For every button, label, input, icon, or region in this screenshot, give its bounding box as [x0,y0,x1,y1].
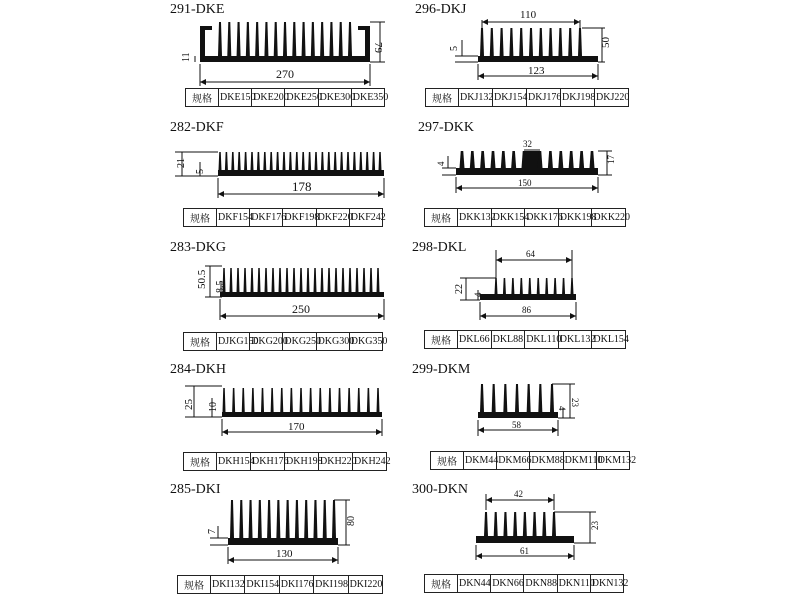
dim-base: 8.5 [215,280,226,293]
heatsink-fin [264,22,268,56]
heatsink-fin [309,388,312,412]
heatsink-fin [538,384,542,412]
spec-cell: DKM66 [497,452,530,470]
spec-label: 规格 [178,576,211,594]
heatsink-fin [348,388,351,412]
heatsink-fin [357,388,360,412]
spec-cell: DKK154 [491,209,525,227]
panel-dkf [0,118,400,233]
heatsink-fin [527,384,531,412]
spec-cell: DKI220 [348,576,382,594]
heatsink-fin [367,388,370,412]
heatsink-fin [480,384,484,412]
spec-table [430,451,637,470]
heatsink-fin [503,512,507,536]
heatsink-fin [528,278,531,294]
heatsink-fin [511,278,514,294]
heatsink-fin [263,152,266,170]
heatsink-fin [552,512,556,536]
heatsink-fin [313,500,317,538]
heatsink-fin [327,152,330,170]
heatsink-fin [332,500,336,538]
dim-base: 4 [473,292,483,297]
heatsink-fin [238,152,241,170]
spec-table [425,88,629,107]
spec-cell: DKE300 [318,89,351,107]
dim-height: 50.5 [196,269,208,289]
heatsink-fin [274,22,278,56]
heatsink-fin [338,388,341,412]
dim-width: 150 [518,178,532,188]
heatsink-fin [520,278,523,294]
spec-label: 规格 [425,575,458,593]
heatsink-fin [286,268,289,292]
heatsink-fin [348,22,352,56]
heatsink-fin [246,22,250,56]
dim-top: 64 [526,249,535,259]
dim-width: 270 [276,67,294,81]
spec-table [177,575,383,594]
dim-base: 7 [207,529,218,534]
spec-cell: DKN132 [590,575,623,593]
heatsink-fin [347,152,350,170]
spec-cell: DJKG150 [217,333,250,351]
heatsink-fin [366,152,369,170]
heatsink-fin [242,388,245,412]
heatsink-fin [578,28,582,56]
spec-cell: DKN66 [491,575,524,593]
heatsink-fin [533,512,537,536]
spec-table [424,330,629,349]
spec-cell: DKJ176 [527,89,561,107]
heatsink-fin [470,151,475,168]
spec-table [183,332,388,351]
spec-table [424,574,629,593]
heatsink-fin [300,388,303,412]
panel-dkj [400,0,800,110]
dim-base: 4 [557,406,567,411]
dim-width: 178 [292,179,312,194]
heatsink-fin [311,22,315,56]
heatsink-fin [356,268,359,292]
heatsink-fin [257,152,260,170]
heatsink-fin [342,268,345,292]
heatsink-fin [244,268,247,292]
heatsink-fin [279,268,282,292]
dim-width: 86 [522,305,531,315]
spec-cell: DKF154 [217,209,250,227]
spec-cell: DKL66 [458,331,492,349]
dim-height: 23 [570,398,580,407]
spec-cell: DKI132 [211,576,245,594]
heatsink-fin [334,152,337,170]
heatsink-fin [225,152,228,170]
dim-height: 50 [600,37,612,48]
spec-cell: DKJ132 [459,89,493,107]
heatsink-fin [549,28,553,56]
heatsink-fin [329,22,333,56]
dim-top: 42 [514,489,523,499]
heatsink-fin [295,152,298,170]
spec-cell: DKG200 [250,333,283,351]
heatsink-fin [308,152,311,170]
heatsink-fin [515,384,519,412]
panel-title: 299-DKM [412,362,471,377]
spec-cell: DKN88 [524,575,557,593]
heatsink-fin [377,388,380,412]
heatsink-fin [480,151,485,168]
heatsink-fin [270,152,273,170]
heatsink-fin [590,151,595,168]
heatsink-fin [558,151,563,168]
spec-cell: DKK220 [592,209,626,227]
heatsink-fin [265,268,268,292]
heatsink-fin [255,22,259,56]
spec-cell: DKE150 [219,89,252,107]
heatsink-fin [315,152,318,170]
dim-base: 5 [449,46,460,51]
dim-base: 5 [195,169,206,174]
panel-title: 298-DKL [412,240,467,255]
heatsink-fin [340,152,343,170]
heatsink-fin [537,278,540,294]
heatsink-fin [314,268,317,292]
heatsink-fin [490,28,494,56]
heatsink-fin [339,22,343,56]
heatsink-fin [370,268,373,292]
spec-cell: DKK198 [558,209,592,227]
spec-cell: DKI198 [314,576,348,594]
panel-dkh [0,360,400,475]
heatsink-fin [328,388,331,412]
heatsink-fin [523,512,527,536]
spec-label: 规格 [425,209,458,227]
heatsink-fin [219,152,222,170]
spec-cell: DKJ154 [493,89,527,107]
dim-height: 79 [372,42,384,53]
spec-cell: DKF242 [349,209,382,227]
dim-height: 23 [590,521,600,530]
spec-cell: DKM88 [530,452,563,470]
heatsink-fin [349,268,352,292]
heatsink-fin [320,22,324,56]
dim-height: 25 [183,399,195,410]
heatsink-fin [335,268,338,292]
spec-cell: DKH220 [319,453,353,471]
heatsink-fin [218,22,222,56]
heatsink-fin [272,268,275,292]
spec-cell: DKL154 [592,331,626,349]
dim-gap: 32 [523,139,532,149]
heatsink-fin [251,152,254,170]
spec-cell: DKK132 [458,209,492,227]
spec-cell: DKN44 [458,575,491,593]
heatsink-fin [460,151,465,168]
heatsink-fin [562,278,565,294]
heatsink-fin [495,278,498,294]
heatsink-fin [290,388,293,412]
spec-cell: DKM132 [596,452,629,470]
spec-cell: DKG300 [316,333,349,351]
heatsink-fin [237,268,240,292]
heatsink-fin [227,22,231,56]
heatsink-fin [513,512,517,536]
heatsink-fin [286,500,290,538]
heatsink-fin [539,28,543,56]
dim-top: 110 [520,9,537,21]
heatsink-fin [372,152,375,170]
heatsink-fin [293,268,296,292]
panel-dke [0,0,400,110]
heatsink-fin [571,278,574,294]
heatsink-fin [484,512,488,536]
heatsink-fin [569,151,574,168]
dim-height: 22 [454,284,465,294]
heatsink-fin [251,268,254,292]
spec-table [424,208,631,227]
panel-title: 296-DKJ [415,2,467,17]
heatsink-fin [509,28,513,56]
heatsink-fin [363,268,366,292]
heatsink-fin [276,152,279,170]
heatsink-fin [568,28,572,56]
dim-height: 17 [606,155,616,164]
panel-dki [0,480,400,600]
panel-dkl [400,238,800,360]
spec-cell: DKJ220 [595,89,629,107]
heatsink-fin [258,500,262,538]
dim-height: 80 [346,516,357,526]
spec-cell: DKI176 [279,576,313,594]
heatsink-fin [295,500,299,538]
dim-width: 58 [512,420,521,430]
panel-title: 284-DKH [170,362,226,377]
heatsink-fin [307,268,310,292]
heatsink-fin [223,388,226,412]
heatsink-fin [230,500,234,538]
spec-cell: DKJ198 [561,89,595,107]
panel-title: 282-DKF [170,120,224,135]
heatsink-fin [319,388,322,412]
spec-cell: DKE350 [351,89,384,107]
dim-width: 170 [288,421,305,433]
heatsink-fin [300,268,303,292]
panel-title: 291-DKE [170,2,225,17]
spec-cell: DKM110 [563,452,596,470]
heatsink-fin [304,500,308,538]
heatsink-fin [267,500,271,538]
dim-height: 21 [176,158,187,168]
heatsink-fin [244,152,247,170]
panel-title: 300-DKN [412,482,468,497]
spec-cell: DKH176 [251,453,285,471]
heatsink-fin [492,384,496,412]
spec-label: 规格 [425,331,458,349]
heatsink-fin [503,278,506,294]
spec-cell: DKK176 [525,209,559,227]
spec-cell: DKM44 [464,452,497,470]
heatsink-fin [230,268,233,292]
panel-title: 297-DKK [418,120,474,135]
spec-table [185,88,389,107]
heatsink-fin [491,151,496,168]
heatsink-fin [519,28,523,56]
heatsink-fin [258,268,261,292]
spec-cell: DKF198 [283,209,316,227]
heatsink-fin [548,151,553,168]
heatsink-fin [377,268,380,292]
heatsink-fin [261,388,264,412]
heatsink-fin [558,28,562,56]
spec-cell: DKL110 [525,331,559,349]
heatsink-fin [237,22,241,56]
heatsink-fin [251,388,254,412]
heatsink-fin [321,268,324,292]
spec-cell: DKH154 [217,453,251,471]
heatsink-fin [280,388,283,412]
heatsink-fin [239,500,243,538]
dim-width: 61 [520,546,529,556]
heatsink-fin [550,384,554,412]
spec-cell: DKN110 [557,575,590,593]
spec-label: 规格 [431,452,464,470]
heatsink-fin [302,152,305,170]
heatsink-fin [545,278,548,294]
heatsink-fin [480,28,484,56]
heatsink-fin [500,28,504,56]
heatsink-fin [503,384,507,412]
heatsink-fin [321,152,324,170]
spec-table [183,208,386,227]
panel-dkg [0,238,400,360]
dim-base: 10 [208,402,219,412]
dim-base: 11 [181,52,192,62]
heatsink-fin [302,22,306,56]
spec-cell: DKG350 [349,333,382,351]
heatsink-fin [328,268,331,292]
heatsink-fin [283,22,287,56]
spec-label: 规格 [186,89,219,107]
panel-title: 285-DKI [170,482,221,497]
heatsink-fin [511,151,516,168]
panel-title: 283-DKG [170,240,226,255]
dim-width: 130 [276,548,293,560]
spec-cell: DKL132 [558,331,592,349]
heatsink-fin [554,278,557,294]
spec-cell: DKE200 [252,89,285,107]
spec-label: 规格 [184,209,217,227]
heatsink-fin [323,500,327,538]
dim-base: 4 [436,161,446,166]
heatsink-fin [231,152,234,170]
heatsink-fin [359,152,362,170]
heatsink-fin [271,388,274,412]
panel-dkm [400,360,800,475]
spec-label: 规格 [184,453,217,471]
heatsink-fin [501,151,506,168]
dim-width: 250 [292,302,310,316]
spec-cell: DKI154 [245,576,279,594]
spec-label: 规格 [184,333,217,351]
heatsink-fin [353,152,356,170]
spec-cell: DKE250 [285,89,318,107]
heatsink-fin [289,152,292,170]
panel-dkn [400,480,800,600]
heatsink-fin [529,28,533,56]
heatsink-fin [292,22,296,56]
heatsink-fin [249,500,253,538]
heatsink-fin [232,388,235,412]
heatsink-fin [283,152,286,170]
spec-cell: DKH242 [353,453,387,471]
spec-cell: DKF176 [250,209,283,227]
dim-width: 123 [528,65,545,77]
spec-table [183,452,391,471]
panel-dkk [400,118,800,233]
heatsink-fin [579,151,584,168]
heatsink-fin [276,500,280,538]
heatsink-fin [542,512,546,536]
spec-cell: DKF220 [316,209,349,227]
spec-label: 规格 [426,89,459,107]
spec-cell: DKH198 [285,453,319,471]
spec-cell: DKG250 [283,333,316,351]
spec-cell: DKL88 [491,331,525,349]
heatsink-fin [379,152,382,170]
heatsink-fin [494,512,498,536]
